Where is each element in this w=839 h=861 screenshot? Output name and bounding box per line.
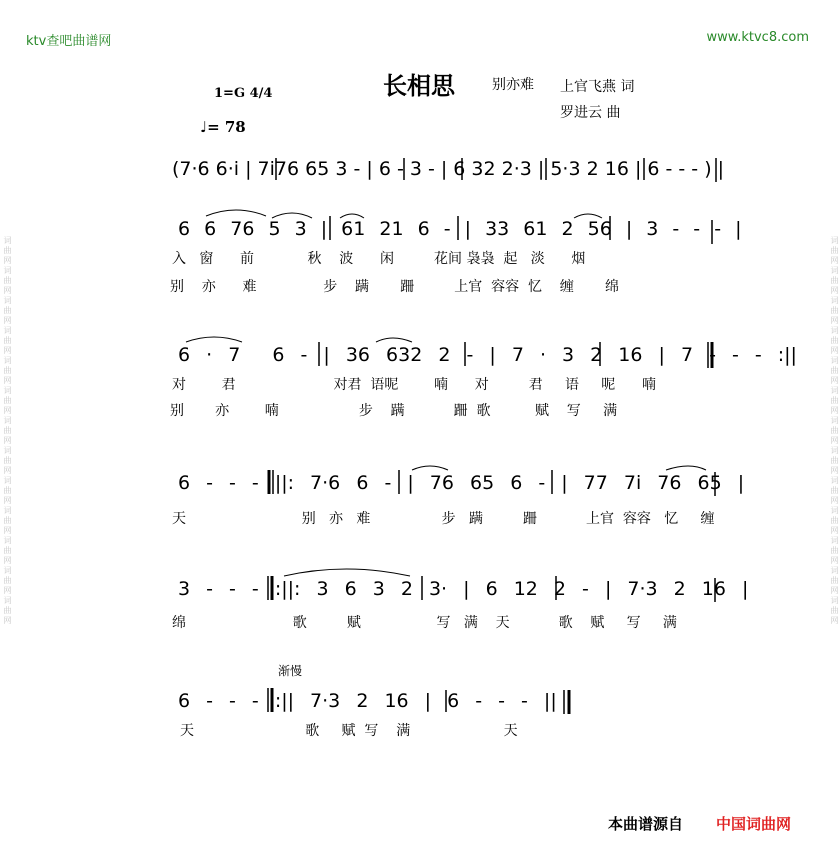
lyric-line-2a: 入 窗 前 秋 波 闲 花间 袅袅 起 淡 烟 [172, 251, 586, 267]
composer-credit: 罗进云 曲 [560, 105, 621, 121]
lyric-line-4: 天 别 亦 难 步 蹒 跚 上官 容容 忆 缠 [172, 511, 715, 527]
notation-line-3: 6 · 7 6 - | 36 632 2 - | 7 · 3 2 16 | 7 - - - :|| [178, 344, 797, 366]
tempo-marking-ritardando: 渐慢 [278, 664, 303, 678]
notation-line-5: 3 - - - :||: 3 6 3 2 3· | 6 12 2 - | 7·3 2 16 | [178, 578, 749, 600]
song-title: 长相思 [383, 71, 455, 100]
header-left-site[interactable]: ktv查吧曲谱网 [26, 34, 112, 49]
notation-line-6: 6 - - - :|| 7·3 2 16 | 6 - - - || [178, 690, 557, 712]
lyric-line-6: 天 歌 赋 写 满 天 [180, 723, 518, 739]
tempo-mark: ♩= 78 [200, 118, 246, 136]
lyricist-credit: 上官飞燕 词 [560, 79, 635, 95]
key-time-signature: 1=G 4/4 [214, 86, 273, 101]
lyric-line-2b: 别 亦 难 步 蹒 跚 上官 容容 忆 缠 绵 [170, 279, 620, 295]
notation-line-1: (7·6 6·i | 7i76 65 3 - | 6 - 3 - | 6 32 2·3 | 5·3 2 16 | 6 - - - ) | [172, 158, 725, 180]
lyric-line-3a: 对 君 对君 语呢 喃 对 君 语 呢 喃 [172, 377, 656, 393]
right-watermark-strip: 词曲网词曲网词曲网词曲网词曲网词曲网词曲网词曲网词曲网词曲网词曲网词曲网词曲网 [830, 235, 839, 626]
lyric-line-3b: 别 亦 喃 步 蹒 跚 歌 赋 写 满 [170, 403, 618, 419]
lyric-line-5: 绵 歌 赋 写 满 天 歌 赋 写 满 [172, 615, 677, 631]
footer-source-label: 本曲谱源自 [608, 815, 684, 833]
song-subtitle: 别亦难 [492, 77, 534, 93]
notation-line-4: 6 - - - ||: 7·6 6 - | 76 65 6 - | 77 7i 76 65 | [178, 472, 745, 494]
header-right-site[interactable]: www.ktvc8.com [706, 30, 809, 45]
left-watermark-strip: 词曲网词曲网词曲网词曲网词曲网词曲网词曲网词曲网词曲网词曲网词曲网词曲网词曲网 [3, 235, 12, 626]
footer-source-site[interactable]: 中国词曲网 [716, 815, 792, 833]
notation-line-2: 6 6 76 5 3 | 61 21 6 - | 33 61 2 56 | 3 - - - | [178, 218, 742, 240]
